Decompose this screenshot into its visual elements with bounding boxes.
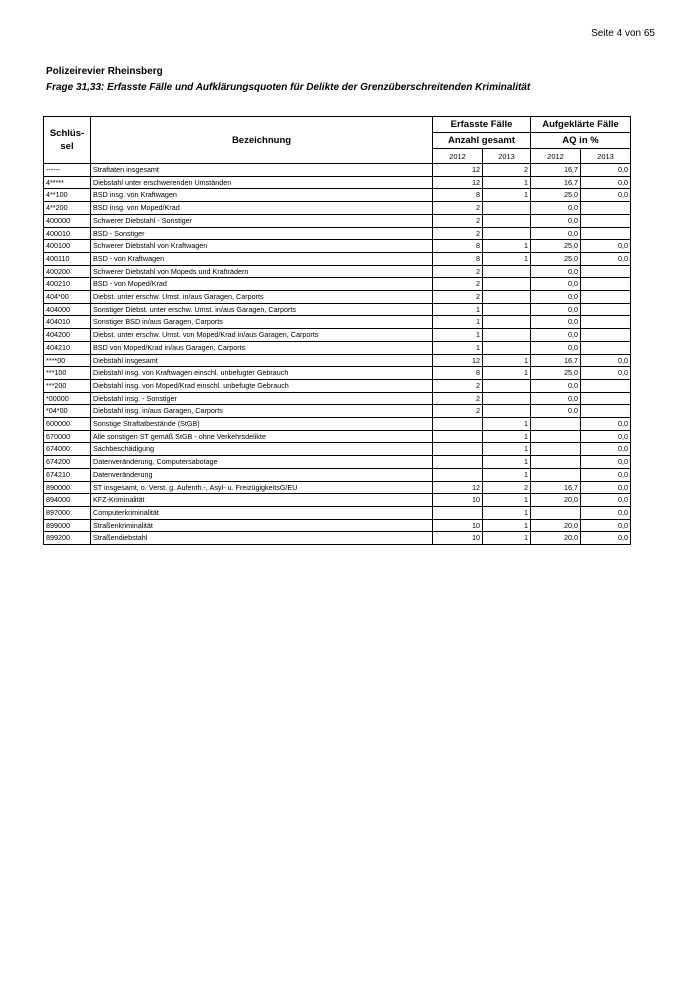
cases-2012: 1 [433, 341, 483, 354]
table-row [44, 202, 631, 215]
clearance-2012: 0,0 [531, 265, 581, 278]
clearance-2012 [531, 468, 581, 481]
cases-2012: 2 [433, 392, 483, 405]
cases-2012 [433, 418, 483, 431]
cases-2012: 2 [433, 405, 483, 418]
table-row [44, 303, 631, 316]
header-year: 2013 [581, 149, 631, 164]
cases-2013: 1 [483, 430, 531, 443]
row-key: 899200 [44, 532, 91, 545]
header-key-label-2: sel [60, 141, 74, 152]
table-row [44, 354, 631, 367]
cases-2013 [483, 227, 531, 240]
table-row [44, 189, 631, 202]
clearance-2012: 25,0 [531, 189, 581, 202]
clearance-2013: 0,0 [581, 532, 631, 545]
header-cases-group: Erfasste Fälle [433, 117, 531, 133]
clearance-2012: 0,0 [531, 227, 581, 240]
header-clearance-group: Aufgeklärte Fälle [531, 117, 631, 133]
table-row [44, 176, 631, 189]
clearance-2013 [581, 278, 631, 291]
cases-2012: 2 [433, 214, 483, 227]
clearance-2013 [581, 202, 631, 215]
row-name: Diebst. unter erschw. Umst. von Moped/Krad in/aus Garagen, Carports [91, 329, 433, 342]
row-name: BSD - von Kraftwagen [91, 252, 433, 265]
cases-2012: 8 [433, 252, 483, 265]
cases-2013: 1 [483, 418, 531, 431]
question-title: Frage 31,33: Erfasste Fälle und Aufklärungsquoten für Delikte der Grenzüberschreitenden Kriminalität [46, 82, 531, 93]
row-key: 400100 [44, 240, 91, 253]
table-row [44, 278, 631, 291]
clearance-2013 [581, 227, 631, 240]
clearance-2012: 20,0 [531, 519, 581, 532]
cases-2013 [483, 265, 531, 278]
row-key: 894000 [44, 494, 91, 507]
header-key [44, 117, 91, 164]
table-row [44, 532, 631, 545]
clearance-2013 [581, 316, 631, 329]
cases-2012 [433, 506, 483, 519]
cases-2012 [433, 468, 483, 481]
row-key: 404210 [44, 341, 91, 354]
table-row [44, 481, 631, 494]
clearance-2012: 20,0 [531, 494, 581, 507]
clearance-2012: 16,7 [531, 176, 581, 189]
clearance-2012 [531, 418, 581, 431]
header-year: 2012 [531, 149, 581, 164]
clearance-2013 [581, 379, 631, 392]
cases-2013 [483, 291, 531, 304]
table-row [44, 379, 631, 392]
table-row [44, 506, 631, 519]
row-name: BSD insg. von Kraftwagen [91, 189, 433, 202]
clearance-2012 [531, 430, 581, 443]
row-name: Diebstahl insg. von Moped/Krad einschl. unbefugte Gebrauch [91, 379, 433, 392]
row-key: ***100 [44, 367, 91, 380]
table-row [44, 405, 631, 418]
row-key: 670000 [44, 430, 91, 443]
cases-2013: 1 [483, 240, 531, 253]
row-name: Schwerer Diebstahl - Sonstiger [91, 214, 433, 227]
clearance-2012 [531, 456, 581, 469]
cases-2012: 1 [433, 316, 483, 329]
cases-2012: 1 [433, 303, 483, 316]
cases-2013 [483, 278, 531, 291]
row-key: 400200 [44, 265, 91, 278]
row-name: BSD von Moped/Krad in/aus Garagen, Carports [91, 341, 433, 354]
clearance-2013 [581, 392, 631, 405]
row-name: KFZ-Kriminalität [91, 494, 433, 507]
row-key: *04*00 [44, 405, 91, 418]
clearance-2013: 0,0 [581, 176, 631, 189]
row-key: 890000 [44, 481, 91, 494]
table-row [44, 240, 631, 253]
clearance-2013: 0,0 [581, 468, 631, 481]
clearance-2013: 0,0 [581, 252, 631, 265]
row-name: Diebstahl insgesamt [91, 354, 433, 367]
cases-2013 [483, 316, 531, 329]
cases-2013 [483, 329, 531, 342]
cases-2013 [483, 341, 531, 354]
table-row [44, 392, 631, 405]
clearance-2013 [581, 291, 631, 304]
cases-2012: 12 [433, 481, 483, 494]
table-row [44, 164, 631, 177]
row-key: 4**200 [44, 202, 91, 215]
table-row [44, 430, 631, 443]
row-key: 897000 [44, 506, 91, 519]
cases-2012: 10 [433, 532, 483, 545]
clearance-2013: 0,0 [581, 354, 631, 367]
clearance-2012 [531, 506, 581, 519]
clearance-2013: 0,0 [581, 367, 631, 380]
clearance-2013: 0,0 [581, 494, 631, 507]
row-name: Sonstige Straftatbestände (StGB) [91, 418, 433, 431]
row-key: 674000 [44, 443, 91, 456]
table-row [44, 367, 631, 380]
row-name: Diebstahl insg. von Kraftwagen einschl. unbefugter Gebrauch [91, 367, 433, 380]
cases-2013: 1 [483, 494, 531, 507]
row-key: 899000 [44, 519, 91, 532]
clearance-2012: 25,0 [531, 367, 581, 380]
cases-2013: 1 [483, 468, 531, 481]
clearance-2013: 0,0 [581, 164, 631, 177]
table-row [44, 443, 631, 456]
cases-2013 [483, 405, 531, 418]
clearance-2012: 16,7 [531, 481, 581, 494]
clearance-2013: 0,0 [581, 481, 631, 494]
cases-2012 [433, 456, 483, 469]
row-name: ST insgesamt, o. Verst. g. Aufenth.-, Asyl- u. FreizügigkeitsG/EU [91, 481, 433, 494]
cases-2013: 2 [483, 164, 531, 177]
cases-2013 [483, 214, 531, 227]
clearance-2013: 0,0 [581, 443, 631, 456]
cases-2012: 8 [433, 189, 483, 202]
cases-2012: 12 [433, 176, 483, 189]
table-row [44, 227, 631, 240]
header-year: 2012 [433, 149, 483, 164]
clearance-2013 [581, 214, 631, 227]
clearance-2013: 0,0 [581, 240, 631, 253]
row-key: 400010 [44, 227, 91, 240]
row-key: 400210 [44, 278, 91, 291]
row-name: Sonstiger Diebst. unter erschw. Umst. in/aus Garagen, Carports [91, 303, 433, 316]
header-year: 2013 [483, 149, 531, 164]
cases-2012: 2 [433, 202, 483, 215]
table-row [44, 316, 631, 329]
row-name: Schwerer Diebstahl von Mopeds und Krafträdern [91, 265, 433, 278]
row-name: Datenveränderung, Computersabotage [91, 456, 433, 469]
table-row [44, 494, 631, 507]
row-key: 4***** [44, 176, 91, 189]
cases-2013: 1 [483, 506, 531, 519]
clearance-2012: 0,0 [531, 303, 581, 316]
cases-2012: 2 [433, 291, 483, 304]
clearance-2012 [531, 443, 581, 456]
clearance-2012: 0,0 [531, 392, 581, 405]
header-cases-sub: Anzahl gesamt [433, 133, 531, 149]
row-key: 4**100 [44, 189, 91, 202]
cases-2013 [483, 392, 531, 405]
cases-2013 [483, 379, 531, 392]
clearance-2012: 0,0 [531, 341, 581, 354]
table-row [44, 329, 631, 342]
table-header [44, 117, 631, 164]
cases-2013: 1 [483, 189, 531, 202]
clearance-2012: 0,0 [531, 291, 581, 304]
cases-2013: 1 [483, 354, 531, 367]
row-name: Diebstahl unter erschwerenden Umständen [91, 176, 433, 189]
row-key: ------ [44, 164, 91, 177]
cases-2013: 2 [483, 481, 531, 494]
unit-heading: Polizeirevier Rheinsberg [46, 66, 163, 77]
row-key: ****00 [44, 354, 91, 367]
table-row [44, 341, 631, 354]
clearance-2013: 0,0 [581, 456, 631, 469]
row-key: 400000 [44, 214, 91, 227]
cases-2013: 1 [483, 456, 531, 469]
row-name: Straftaten insgesamt [91, 164, 433, 177]
cases-2012 [433, 430, 483, 443]
clearance-2013: 0,0 [581, 430, 631, 443]
clearance-2012: 25,0 [531, 240, 581, 253]
row-key: 674210 [44, 468, 91, 481]
cases-2012: 1 [433, 329, 483, 342]
cases-2013 [483, 303, 531, 316]
cases-2013: 1 [483, 532, 531, 545]
row-key: 404200 [44, 329, 91, 342]
clearance-2012: 16,7 [531, 164, 581, 177]
clearance-2012: 0,0 [531, 379, 581, 392]
row-name: Straßenkriminalität [91, 519, 433, 532]
cases-2012: 2 [433, 379, 483, 392]
cases-2012: 10 [433, 519, 483, 532]
table-row [44, 291, 631, 304]
cases-2013: 1 [483, 367, 531, 380]
cases-2012: 8 [433, 367, 483, 380]
header-key-label-1: Schlüs- [49, 128, 85, 139]
row-key: ***200 [44, 379, 91, 392]
clearance-2013 [581, 341, 631, 354]
clearance-2012: 0,0 [531, 214, 581, 227]
clearance-2013 [581, 303, 631, 316]
page-number: Seite 4 von 65 [591, 28, 655, 39]
clearance-2012: 20,0 [531, 532, 581, 545]
row-key: 404000 [44, 303, 91, 316]
table-body [44, 164, 631, 545]
table-row [44, 418, 631, 431]
cases-2013 [483, 202, 531, 215]
cases-2013: 1 [483, 519, 531, 532]
row-name: Computerkriminalität [91, 506, 433, 519]
cases-2012 [433, 443, 483, 456]
row-name: Alle sonstigen ST gemäß StGB - ohne Verkehrsdelikte [91, 430, 433, 443]
row-key: 404*00 [44, 291, 91, 304]
cases-2013: 1 [483, 176, 531, 189]
header-clearance-sub: AQ in % [531, 133, 631, 149]
row-name: Datenveränderung [91, 468, 433, 481]
row-key: 400110 [44, 252, 91, 265]
row-name: BSD - Sonstiger [91, 227, 433, 240]
cases-2013: 1 [483, 443, 531, 456]
table-row [44, 252, 631, 265]
row-key: 674200 [44, 456, 91, 469]
clearance-2013: 0,0 [581, 418, 631, 431]
row-name: Sachbeschädigung [91, 443, 433, 456]
table-row [44, 468, 631, 481]
cases-2012: 2 [433, 227, 483, 240]
header-name: Bezeichnung [91, 117, 433, 164]
cases-2012: 12 [433, 164, 483, 177]
clearance-2012: 0,0 [531, 278, 581, 291]
cases-2012: 2 [433, 265, 483, 278]
table-row [44, 456, 631, 469]
clearance-2012: 0,0 [531, 316, 581, 329]
row-key: *00000 [44, 392, 91, 405]
row-name: BSD - von Moped/Krad [91, 278, 433, 291]
cases-2012: 12 [433, 354, 483, 367]
row-name: Sonstiger BSD in/aus Garagen, Carports [91, 316, 433, 329]
clearance-2013: 0,0 [581, 189, 631, 202]
clearance-2012: 16,7 [531, 354, 581, 367]
table-row [44, 519, 631, 532]
clearance-2012: 25,0 [531, 252, 581, 265]
row-key: 600000 [44, 418, 91, 431]
row-name: BSD insg. von Moped/Krad [91, 202, 433, 215]
table-row [44, 265, 631, 278]
row-name: Straßendiebstahl [91, 532, 433, 545]
cases-2012: 2 [433, 278, 483, 291]
row-key: 404010 [44, 316, 91, 329]
clearance-2012: 0,0 [531, 405, 581, 418]
row-name: Diebstahl insg. in/aus Garagen, Carports [91, 405, 433, 418]
clearance-2012: 0,0 [531, 329, 581, 342]
clearance-2013 [581, 405, 631, 418]
clearance-2013 [581, 265, 631, 278]
cases-2012: 10 [433, 494, 483, 507]
row-name: Diebstahl insg. - Sonstiger [91, 392, 433, 405]
statistics-table [43, 116, 631, 545]
clearance-2013 [581, 329, 631, 342]
clearance-2013: 0,0 [581, 506, 631, 519]
row-name: Diebst. unter erschw. Umst. in/aus Garagen, Carports [91, 291, 433, 304]
row-name: Schwerer Diebstahl von Kraftwagen [91, 240, 433, 253]
clearance-2012: 0,0 [531, 202, 581, 215]
clearance-2013: 0,0 [581, 519, 631, 532]
cases-2012: 8 [433, 240, 483, 253]
cases-2013: 1 [483, 252, 531, 265]
table-row [44, 214, 631, 227]
